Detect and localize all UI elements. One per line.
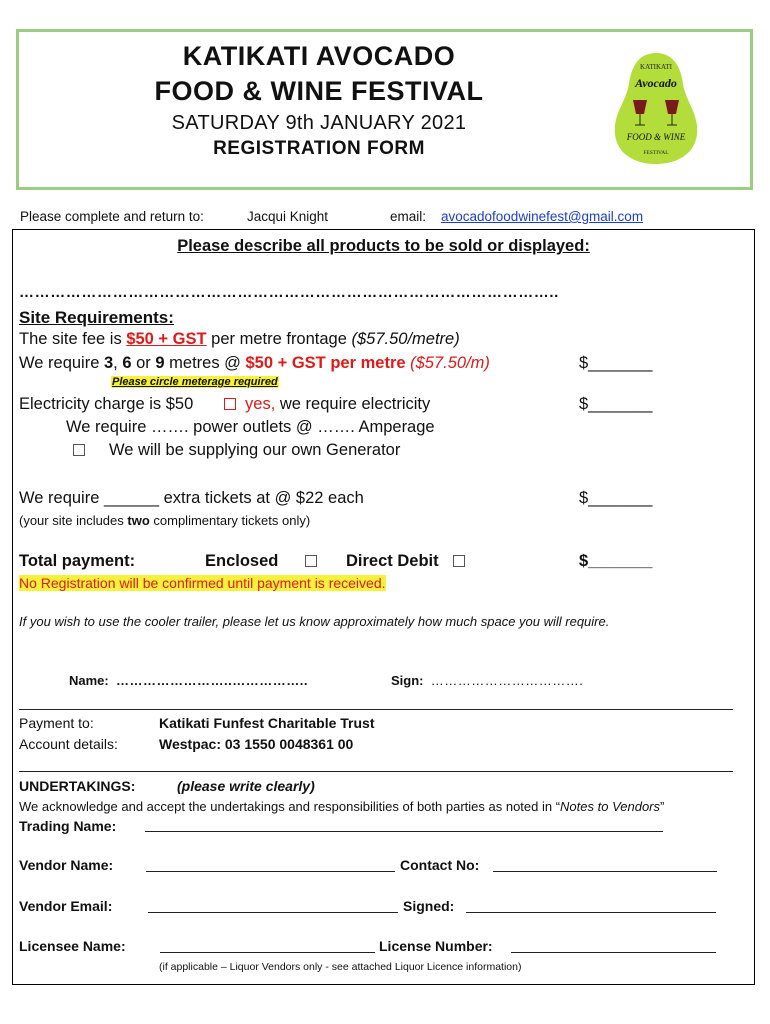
generator-line: We will be supplying our own Generator <box>73 441 400 460</box>
enclosed-option: Enclosed <box>205 552 321 571</box>
vendor-email-label: Vendor Email: <box>19 898 113 914</box>
header-box <box>16 29 753 190</box>
metres-option-9[interactable]: 9 <box>155 354 165 372</box>
total-amount-blank[interactable]: $_______ <box>579 552 653 570</box>
metres-option-6[interactable]: 6 <box>122 354 132 372</box>
logo-text-food-wine: FOOD & WINE <box>626 132 686 142</box>
festival-title-line1: KATIKATI AVOCADO <box>182 41 456 71</box>
licensee-name-label: Licensee Name: <box>19 938 126 954</box>
return-name: Jacqui Knight <box>247 209 329 224</box>
festival-title-line2: FOOD & WINE FESTIVAL <box>154 76 484 106</box>
total-payment-label: Total payment: <box>19 552 136 570</box>
festival-date: SATURDAY 9th JANUARY 2021 <box>171 112 467 134</box>
electricity-amount-blank[interactable]: $_______ <box>579 395 653 413</box>
logo-text-mid: Avocado <box>635 76 677 90</box>
account-details-value: Westpac: 03 1550 0048361 00 <box>159 736 354 752</box>
vendor-name-label: Vendor Name: <box>19 857 114 873</box>
metres-option-3[interactable]: 3 <box>103 354 114 372</box>
vendor-email-field[interactable] <box>148 899 398 913</box>
generator-checkbox[interactable] <box>73 444 85 456</box>
form-title: REGISTRATION FORM <box>213 138 425 159</box>
liquor-licence-note: (if applicable – Liquor Vendors only - see attached Liquor Licence information) <box>159 961 522 973</box>
cooler-trailer-note: If you wish to use the cooler trailer, please let us know approximately how much space you will require. <box>19 614 610 629</box>
license-number-field[interactable] <box>511 939 716 953</box>
tickets-amount-blank[interactable]: $_______ <box>579 489 653 507</box>
signed-field[interactable] <box>466 899 716 913</box>
form-box <box>12 229 755 985</box>
acknowledge-statement: We acknowledge and accept the undertakings and responsibilities of both parties as noted in “Notes to Vendors” <box>19 799 665 814</box>
electricity-line: Electricity charge is $50 yes, we require electricity <box>19 395 431 413</box>
tickets-line[interactable]: We require ______ extra tickets at @ $22 each <box>19 489 364 507</box>
email-link[interactable]: avocadofoodwinefest@gmail.com <box>441 209 644 224</box>
sign-field[interactable]: Sign: ……………………………. <box>391 673 584 688</box>
site-fee-line: The site fee is $50 + GST per metre frontage ($57.50/metre) <box>19 330 460 348</box>
license-number-label: License Number: <box>379 938 493 954</box>
payment-to-label: Payment to: <box>19 715 94 731</box>
payment-to-value: Katikati Funfest Charitable Trust <box>159 715 375 731</box>
contact-no-field[interactable] <box>493 858 717 872</box>
return-label: Please complete and return to: <box>20 209 204 224</box>
outlets-line[interactable]: We require ……. power outlets @ ……. Amperage <box>66 418 435 436</box>
vendor-name-field[interactable] <box>146 858 395 872</box>
divider-2 <box>19 771 733 772</box>
logo-text-top: KATIKATI <box>640 63 672 71</box>
signed-label: Signed: <box>403 898 455 914</box>
no-registration-notice: No Registration will be confirmed until payment is received. <box>19 575 386 591</box>
describe-heading: Please describe all products to be sold or displayed: <box>177 237 590 255</box>
contact-no-label: Contact No: <box>400 857 480 873</box>
tickets-note: (your site includes two complimentary tickets only) <box>19 513 311 528</box>
metres-line: We require 3, 6 or 9 metres @ $50 + GST per metre ($57.50/m) <box>19 354 490 372</box>
site-requirements-heading: Site Requirements: <box>19 308 174 327</box>
email-label: email: <box>390 209 427 224</box>
name-field[interactable]: Name: ……………………..…………….. <box>69 673 308 688</box>
trading-name-field[interactable] <box>145 818 663 832</box>
trading-name-label: Trading Name: <box>19 818 117 834</box>
direct-debit-option: Direct Debit <box>346 552 469 571</box>
metres-amount-blank[interactable]: $_______ <box>579 354 653 372</box>
licensee-name-field[interactable] <box>160 939 375 953</box>
circle-meterage-note: Please circle meterage required <box>112 376 278 388</box>
divider-1 <box>19 709 733 710</box>
logo-text-bottom: FESTIVAL <box>643 150 669 156</box>
account-details-label: Account details: <box>19 736 118 752</box>
undertakings-note: (please write clearly) <box>177 778 315 794</box>
electricity-checkbox[interactable] <box>224 398 236 410</box>
festival-logo <box>611 50 701 166</box>
direct-debit-checkbox[interactable] <box>453 555 465 567</box>
enclosed-checkbox[interactable] <box>305 555 317 567</box>
products-dotted-line[interactable]: ………………………………………………………………………………………….. <box>19 284 559 301</box>
undertakings-label: UNDERTAKINGS: <box>19 778 136 794</box>
